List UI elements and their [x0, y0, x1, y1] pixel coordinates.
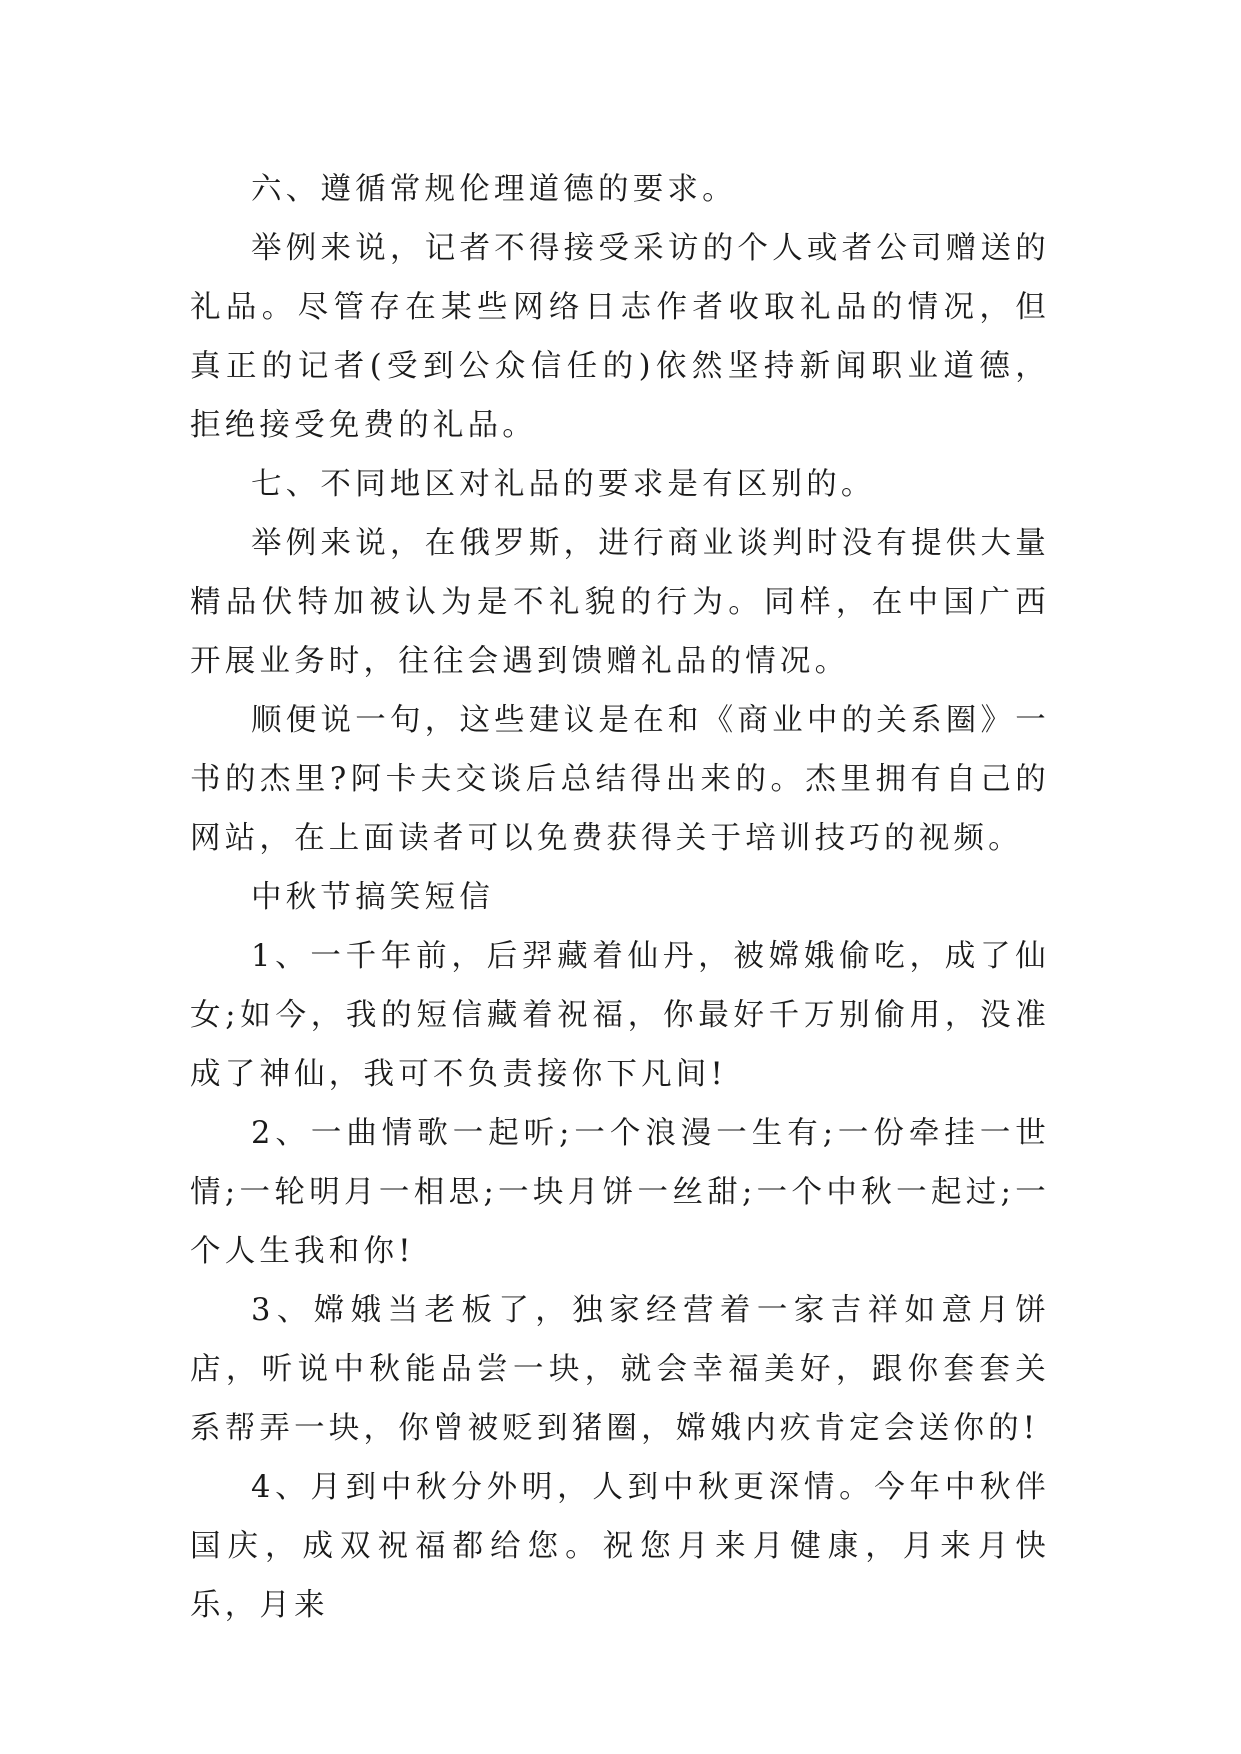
paragraph-advice-source: 顺便说一句，这些建议是在和《商业中的关系圈》一书的杰里?阿卡夫交谈后总结得出来的。杰里拥有自己的网站，在上面读者可以免费获得关于培训技巧的视频。: [190, 703, 1050, 856]
paragraph-message-3: 3、嫦娥当老板了，独家经营着一家吉祥如意月饼店，听说中秋能品尝一块，就会幸福美好，跟你套套关系帮弄一块，你曾被贬到猪圈，嫦娥内疚肯定会送你的!: [190, 1293, 1050, 1446]
paragraph-message-1: 1、一千年前，后羿藏着仙丹，被嫦娥偷吃，成了仙女;如今，我的短信藏着祝福，你最好千万别偷用，没准成了神仙，我可不负责接你下凡间!: [190, 939, 1050, 1092]
paragraph-message-2: 2、一曲情歌一起听;一个浪漫一生有;一份牵挂一世情;一轮明月一相思;一块月饼一丝甜;一个中秋一起过;一个人生我和你!: [190, 1116, 1050, 1269]
paragraph-regional-gifts: 举例来说，在俄罗斯，进行商业谈判时没有提供大量精品伏特加被认为是不礼貌的行为。同样，在中国广西开展业务时，往往会遇到馈赠礼品的情况。: [190, 526, 1050, 679]
document-body: [190, 160, 1050, 1635]
paragraph-section-seven-heading: 七、不同地区对礼品的要求是有区别的。: [251, 467, 876, 502]
paragraph-message-4: 4、月到中秋分外明，人到中秋更深情。今年中秋伴国庆，成双祝福都给您。祝您月来月健康，月来月快乐，月来: [190, 1470, 1050, 1623]
paragraph-mid-autumn-title: 中秋节搞笑短信: [251, 880, 494, 915]
paragraph-reporter-gifts: 举例来说，记者不得接受采访的个人或者公司赠送的礼品。尽管存在某些网络日志作者收取礼品的情况，但真正的记者(受到公众信任的)依然坚持新闻职业道德，拒绝接受免费的礼品。: [190, 231, 1050, 443]
paragraph-section-six-heading: 六、遵循常规伦理道德的要求。: [251, 172, 737, 207]
